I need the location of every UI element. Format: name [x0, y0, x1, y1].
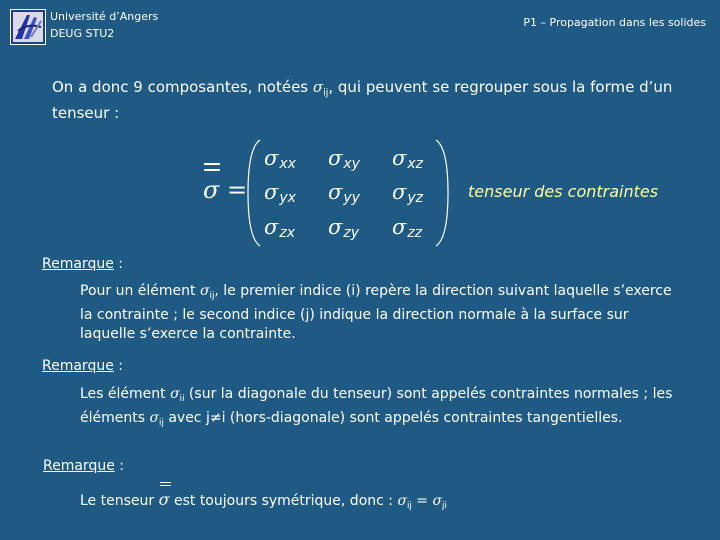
- remark-2-start: Les élément: [80, 386, 171, 402]
- university-logo: [10, 9, 46, 45]
- sigma-symbol: σ: [432, 493, 443, 509]
- sigma-symbol: σ: [199, 283, 210, 299]
- sigma-index: ii: [179, 394, 185, 405]
- equals-sign: =: [227, 176, 248, 204]
- remark-2-middle: (sur la diagonale du tenseur) sont appelés contraintes normales ; les éléments: [80, 386, 673, 427]
- remark-1-start: Pour un élément: [80, 283, 200, 299]
- matrix-cell: σxy: [328, 146, 360, 172]
- sigma-index: ij: [159, 418, 164, 429]
- remark-heading: [42, 357, 123, 375]
- university-name: Université d’Angers: [50, 10, 159, 23]
- remark-2-end: avec j≠i (hors-diagonale) sont appelés contraintes tangentielles.: [163, 410, 623, 427]
- sigma-symbol: σ: [158, 490, 170, 509]
- intro-paragraph: [52, 77, 712, 123]
- sigma-index: ji: [442, 501, 447, 512]
- course-title: P1 – Propagation dans les solides: [523, 16, 706, 29]
- remark-1-end: , le premier indice (i) repère la direction suivant laquelle s’exerce la contrainte ; le second indice (j) indique la direction normale à la surface sur laquelle s’exerce la contrainte.: [80, 283, 672, 343]
- remark-title: Remarque: [42, 256, 114, 272]
- matrix-cell: σyx: [264, 180, 296, 206]
- remark-title: Remarque: [42, 358, 114, 374]
- matrix-cell: σyy: [328, 180, 360, 206]
- sigma-symbol: σ: [170, 386, 180, 402]
- sigma-symbol: σ: [149, 410, 160, 427]
- intro-text-end: , qui peuvent se regrouper sous la forme d’un tenseur :: [52, 78, 673, 123]
- tensor-symbol: σ: [203, 176, 220, 204]
- remark-heading: [42, 255, 123, 273]
- matrix-cell: σzx: [264, 215, 295, 241]
- matrix-cell: σxz: [392, 146, 423, 172]
- tensor-label: tenseur des contraintes: [468, 182, 659, 201]
- intro-text-start: On a donc 9 composantes, notées: [52, 78, 313, 96]
- remark-1-text: [80, 282, 680, 344]
- matrix-cell: σyz: [392, 180, 423, 206]
- sigma-index: ij: [323, 87, 329, 99]
- matrix-cell: σzz: [392, 215, 423, 241]
- remark-3-middle: est toujours symétrique, donc :: [169, 493, 398, 509]
- matrix-cell: σzy: [328, 215, 359, 241]
- equals-text: =: [411, 493, 433, 509]
- remark-3-text: [80, 490, 700, 516]
- tensor-bar-bottom: [204, 169, 220, 171]
- remark-title: Remarque: [43, 458, 115, 474]
- program-name: DEUG STU2: [50, 27, 115, 40]
- remark-colon: :: [113, 358, 123, 374]
- sigma-index: ij: [407, 501, 412, 512]
- tensor-bar-bottom: [160, 485, 171, 486]
- tensor-bar-top: [204, 163, 220, 165]
- remark-3-start: Le tenseur: [80, 493, 159, 509]
- sigma-index: ij: [209, 291, 215, 302]
- matrix-cell: σxx: [264, 146, 296, 172]
- remark-colon: :: [114, 458, 124, 474]
- tensor-bar-top: [160, 482, 171, 483]
- sigma-symbol: σ: [397, 493, 408, 509]
- remark-heading: [43, 457, 124, 475]
- remark-2-text: [80, 385, 680, 433]
- remark-colon: :: [113, 256, 123, 272]
- tensor-inline: [159, 490, 170, 511]
- sigma-symbol: σ: [312, 78, 324, 96]
